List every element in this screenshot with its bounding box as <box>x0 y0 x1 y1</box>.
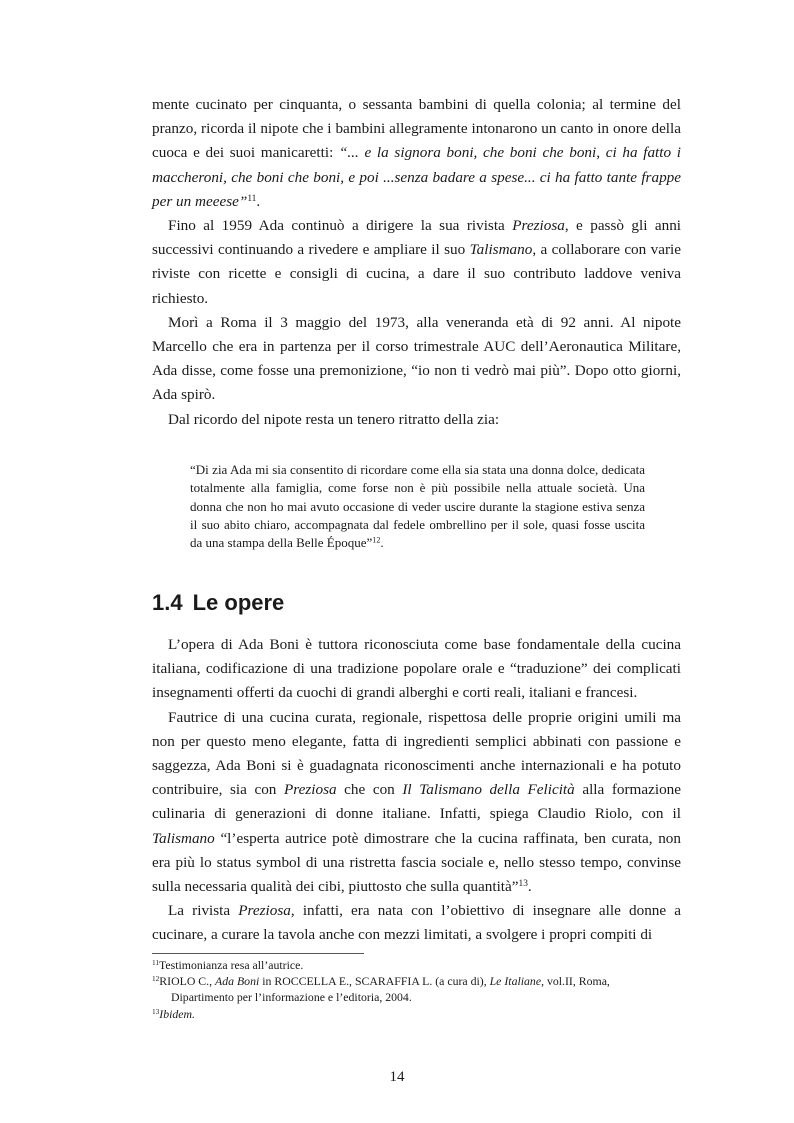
section-number: 1.4 <box>152 590 183 615</box>
paragraph-1959: Fino al 1959 Ada continuò a dirigere la sua rivista Preziosa, e passò gli anni successivi continuando a rivedere e ampliare il suo Talismano, a collaborare con varie riviste con ricette e consigli di cucina, a dare il suo contributo laddove veniva richiesto. <box>152 217 682 307</box>
paragraph-memory: Dal ricordo del nipote resta un tenero ritratto della zia: <box>168 410 500 428</box>
section-heading <box>152 587 284 619</box>
footnote-ref-13[interactable]: 13 <box>518 878 528 889</box>
paragraph-intro: mente cucinato per cinquanta, o sessanta bambini di quella colonia; al termine del pranzo, ricorda il nipote che i bambini allegramente intonarono un canto in onore della cuoca e dei suoi manicaretti: “... e la signora boni, che boni che boni, ci ha fatto i maccheroni, che boni che boni, e poi ...senza badare a spese... ci ha fatto tante frappe per un meeese”$^{11}$. <box>152 96 681 210</box>
paragraph-opera: L’opera di Ada Boni è tuttora riconosciuta come base fondamentale della cucina italiana, codificazione di una tradizione popolare orale e “traduzione” dei complicati insegnamenti offerti da cuochi di grandi alberghi e corti reali, italiani e francesi. <box>152 636 681 702</box>
footnote-divider <box>152 953 364 954</box>
block-quote: “Di zia Ada mi sia consentito di ricordare come ella sia stata una donna dolce, dedicata totalmente alla famiglia, come forse non è più possibile nella attuale società. Una donna che non ho mai avuto occasione di veder uscire durante la stagione estiva senza il suo abito chiaro, accompagnata dal fedele ombrellino per il sole, quasi fosse uscita da una stampa della Belle Époque”$^{12}$. <box>190 462 645 551</box>
footnote-12-continued: Dipartimento per l’informazione e l’editoria, 2004. <box>171 990 412 1005</box>
footnote-ref-12[interactable]: 12 <box>372 535 381 545</box>
paragraph-death: Morì a Roma il 3 maggio del 1973, alla veneranda età di 92 anni. Al nipote Marcello che era in partenza per il corso trimestrale AUC dell’Aeronautica Militare, Ada disse, come fosse una premonizione, “io non ti vedrò mai più”. Dopo otto giorni, Ada spirò. <box>152 313 681 404</box>
paragraph-fautrice: Fautrice di una cucina curata, regionale, rispettosa delle proprie origini umili ma non per questo meno elegante, fatta di ingredienti semplici abbinati con passione e saggezza, Ada Boni si è guadagnata riconoscimenti anche internazionali e ha potuto contribuire, sia con Preziosa che con Il Talismano della Felicità alla formazione culinaria di generazioni di donne italiane. Infatti, spiega Claudio Riolo, con il Talismano “l’esperta autrice potè dimostrare che la cucina raffinata, ben curata, non era più lo status symbol di una ristretta fascia sociale e, nello stesso tempo, convinse sulla necessaria qualità dei cibi, piuttosto che sulla quantità”$^{13}$. <box>152 708 681 896</box>
body-text-lower <box>152 633 681 948</box>
footnote-12: $^{12}$RIOLO C., Ada Boni in ROCCELLA E., SCARAFFIA L. (a cura di), Le Italiane, vol.II, Roma, <box>152 974 610 989</box>
section-title: Le opere <box>192 590 285 615</box>
page-number: 14 <box>389 1069 405 1085</box>
footnotes <box>152 957 681 1022</box>
children-song-quote: “... e la signora boni, che boni che boni, ci ha fatto i maccheroni, che boni che boni, e poi ...senza badare a spese... ci ha fatto tante frappe per un meeese” <box>152 144 681 210</box>
footnote-11: $^{11}$Testimonianza resa all’autrice. <box>152 957 304 972</box>
body-text-upper <box>152 93 681 432</box>
footnote-ref-11[interactable]: 11 <box>247 193 257 204</box>
paragraph-rivista: La rivista Preziosa, infatti, era nata con l’obiettivo di insegnare alle donne a cucinare, a curare la tavola anche con mezzi limitati, a svolgere i propri compiti di <box>152 902 682 944</box>
footnote-13: $^{13}$Ibidem. <box>152 1006 196 1021</box>
